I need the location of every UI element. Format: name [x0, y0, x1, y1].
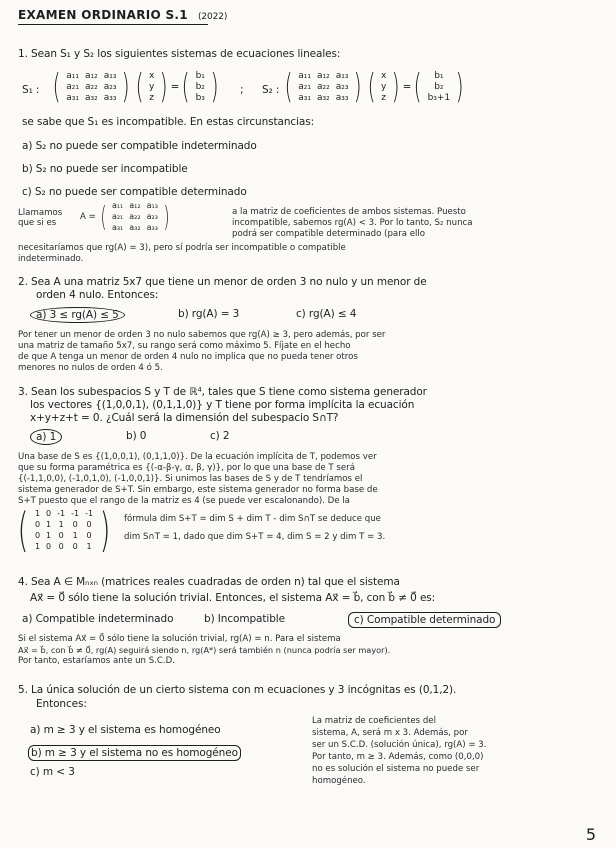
q1-stem2: se sabe que S₁ es incompatible. En estas circunstancias:	[22, 116, 315, 128]
q5-answer-1: La matriz de coeficientes del	[312, 716, 436, 726]
q3-stem-2: los vectores {(1,0,0,1), (0,1,1,0)} y T tiene por forma implícita la ecuación	[30, 399, 415, 411]
q3-option-a[interactable]: a) 1	[30, 429, 62, 445]
q5-option-b[interactable]: b) m ≥ 3 y el sistema no es homogéneo	[28, 745, 241, 761]
q4-answer-1: Si el sistema Ax⃗ = 0⃗ sólo tiene la solución trivial, rg(A) = n. Para el sistema	[18, 634, 341, 644]
q1-answer-prefix-2: que si es	[18, 218, 57, 228]
q1-s2-var-vector: x y z	[381, 71, 387, 103]
q3-option-b[interactable]: b) 0	[126, 430, 147, 442]
q3-answer-side-2: dim S∩T = 1, dado que dim S+T = 4, dim S = 2 y dim T = 3.	[124, 532, 386, 542]
q2-option-b[interactable]: b) rg(A) = 3	[178, 308, 240, 320]
q3-answer-2: que su forma paramétrica es {(-α-β-γ, α, β, γ)}, por lo que una base de T será	[18, 463, 355, 473]
q4-option-c[interactable]: c) Compatible determinado	[348, 612, 501, 628]
q1-option-b[interactable]: b) S₂ no puede ser incompatible	[22, 163, 188, 175]
q1-stem: 1. Sean S₁ y S₂ los siguientes sistemas de ecuaciones lineales:	[18, 48, 341, 60]
q2-option-c[interactable]: c) rg(A) ≤ 4	[296, 308, 357, 320]
page-header	[18, 8, 227, 22]
q1-answer-right-3: podrá ser compatible determinado (para ello	[232, 229, 426, 239]
q1-s1-system: ( a₁₁ a₁₂ a₁₃ a₂₁ a₂₂ a₂₃ a₃₁ a₃₂ a₃₃ ) ( x y z ) = ( b₁ b₂ b₃ )	[52, 67, 219, 107]
q1-s2-label: S₂ :	[262, 84, 280, 96]
q3-answer-5: S+T puesto que el rango de la matriz es 4 (se puede ver escalonando). De la	[18, 496, 350, 506]
q1-answer-right-1: a la matriz de coeficientes de ambos sistemas. Puesto	[232, 207, 466, 217]
q1-s2-coef-matrix: a₁₁ a₁₂ a₁₃ a₂₁ a₂₂ a₂₃ a₃₁ a₃₂ a₃₃	[298, 71, 349, 103]
q3-answer-3: {(-1,1,0,0), (-1,0,1,0), (-1,0,0,1)}. Si unimos las bases de S y de T tendríamos el	[18, 474, 363, 484]
title-underline	[18, 24, 208, 25]
q5-answer-2: sistema, A, será m x 3. Además, por	[312, 728, 468, 738]
q1-answer-prefix-1: Llamamos	[18, 208, 63, 218]
q1-answer-tail-2: indeterminado.	[18, 254, 84, 264]
q1-answer-right-2: incompatible, sabemos rg(A) < 3. Por lo tanto, S₂ nunca	[232, 218, 473, 228]
q2-stem-1: 2. Sea A una matriz 5x7 que tiene un menor de orden 3 no nulo y un menor de	[18, 276, 427, 288]
page-number: 5	[585, 825, 596, 844]
q4-option-a[interactable]: a) Compatible indeterminado	[22, 613, 174, 625]
q5-answer-6: homogéneo.	[312, 776, 366, 786]
q3-answer-side-1: fórmula dim S+T = dim S + dim T - dim S∩T se deduce que	[124, 514, 381, 524]
q1-separator: ;	[240, 84, 244, 96]
q2-answer-4: menores no nulos de orden 4 ó 5.	[18, 363, 163, 373]
q3-answer-4: sistema generador de S+T. Sin embargo, este sistema generador no forma base de	[18, 485, 378, 495]
q3-stem-3: x+y+z+t = 0. ¿Cuál será la dimensión del subespacio S∩T?	[30, 412, 339, 424]
q3-option-c[interactable]: c) 2	[210, 430, 230, 442]
q1-s1-b-vector: b₁ b₂ b₃	[195, 71, 205, 103]
q2-answer-1: Por tener un menor de orden 3 no nulo sabemos que rg(A) ≥ 3, pero además, por ser	[18, 330, 386, 340]
q1-s2-system: ( a₁₁ a₁₂ a₁₃ a₂₁ a₂₂ a₂₃ a₃₁ a₃₂ a₃₃ ) ( x y z ) = ( b₁ b₂ b₃+1 )	[284, 67, 464, 107]
q3-answer-matrix: ( 1 0 -1 -1 -1 0 1 1 0 0 0 1 0 1 0 1 0 0 0 1 )	[17, 503, 111, 557]
q5-option-a[interactable]: a) m ≥ 3 y el sistema es homogéneo	[30, 724, 221, 736]
q5-stem-1: 5. La única solución de un cierto sistema con m ecuaciones y 3 incógnitas es (0,1,2).	[18, 684, 457, 696]
q2-stem-2: orden 4 nulo. Entonces:	[36, 289, 159, 301]
q5-stem-2: Entonces:	[36, 698, 87, 710]
exam-year: (2022)	[197, 12, 228, 22]
q3-answer-1: Una base de S es {(1,0,0,1), (0,1,1,0)}. De la ecuación implícita de T, podemos ver	[18, 452, 377, 462]
q2-option-a[interactable]: a) 3 ≤ rg(A) ≤ 5	[30, 307, 125, 323]
q1-s1-var-vector: x y z	[149, 71, 155, 103]
q1-answer-A-eq: A =	[80, 212, 96, 222]
q1-s1-label: S₁ :	[22, 84, 40, 96]
q4-stem-2: Ax⃗ = 0⃗ sólo tiene la solución trivial. Entonces, el sistema Ax⃗ = b⃗, con b⃗ ≠ 0⃗ es:	[30, 592, 436, 604]
q5-answer-4: Por tanto, m ≥ 3. Además, como (0,0,0)	[312, 752, 484, 762]
q1-option-a[interactable]: a) S₂ no puede ser compatible indeterminado	[22, 140, 257, 152]
q4-answer-3: Por tanto, estaríamos ante un S.C.D.	[18, 656, 175, 666]
q1-option-c[interactable]: c) S₂ no puede ser compatible determinado	[22, 186, 247, 198]
q5-answer-5: no es solución el sistema no puede ser	[312, 764, 480, 774]
q2-answer-2: una matriz de tamaño 5x7, su rango será como máximo 5. Fíjate en el hecho	[18, 341, 351, 351]
q4-option-b[interactable]: b) Incompatible	[204, 613, 285, 625]
q2-answer-3: de que A tenga un menor de orden 4 nulo no implica que no pueda tener otros	[18, 352, 358, 362]
q1-s1-coef-matrix: a₁₁ a₁₂ a₁₃ a₂₁ a₂₂ a₂₃ a₃₁ a₃₂ a₃₃	[66, 71, 117, 103]
q3-stem-1: 3. Sean los subespacios S y T de ℝ⁴, tales que S tiene como sistema generador	[18, 386, 427, 398]
q4-answer-2: Ax⃗ = b⃗, con b⃗ ≠ 0⃗, rg(A) seguirá siendo n, rg(A*) será también n (nunca podría ser mayor).	[18, 645, 391, 655]
q1-s2-b-vector: b₁ b₂ b₃+1	[427, 71, 451, 103]
q1-answer-matrix: ( a₁₁ a₁₂ a₁₃ a₂₁ a₂₂ a₂₃ a₃₁ a₃₂ a₃₃ )	[100, 199, 170, 233]
q1-answer-tail-1: necesitaríamos que rg(A) = 3), pero sí podría ser incompatible o compatible	[18, 243, 346, 253]
q4-stem-1: 4. Sea A ∈ Mₙₓₙ (matrices reales cuadradas de orden n) tal que el sistema	[18, 576, 400, 588]
exam-title: EXAMEN ORDINARIO S.1	[18, 8, 188, 22]
q5-answer-3: ser un S.C.D. (solución única), rg(A) = 3.	[312, 740, 487, 750]
q5-option-c[interactable]: c) m < 3	[30, 766, 75, 778]
